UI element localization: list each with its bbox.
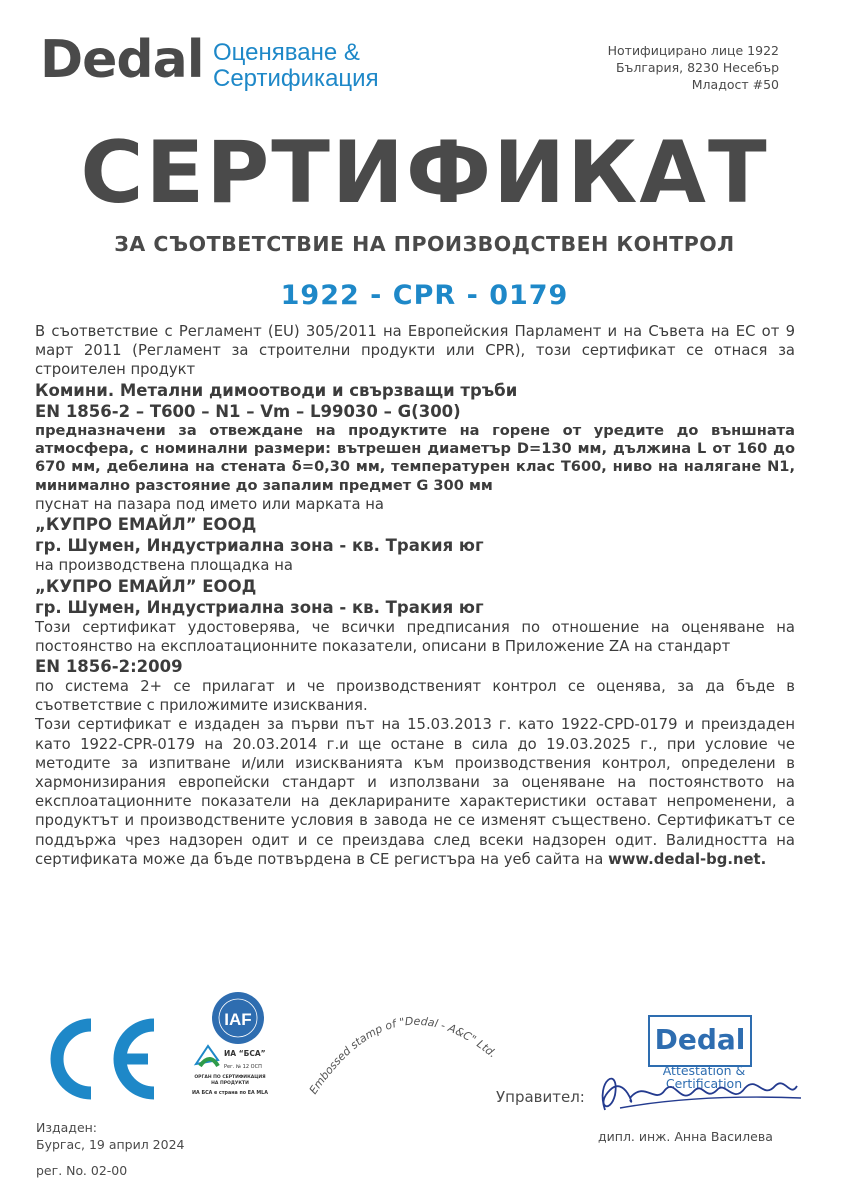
address-line3: Младост #50 — [691, 77, 779, 92]
bas-mla: ИА БСА е страна по EA MLA — [192, 1091, 268, 1096]
certificate-subtitle: ЗА СЪОТВЕТСТВИЕ НА ПРОИЗВОДСТВЕН КОНТРОЛ — [114, 232, 735, 256]
product-name: Комини. Метални димоотводи и свързващи тръби — [35, 380, 518, 400]
logo-sub-line2: Сертификация — [213, 65, 379, 92]
company-name-2: „КУПРО ЕМАЙЛ” ЕООД — [35, 576, 257, 596]
iaf-badge-icon — [190, 990, 305, 1110]
manager-label: Управител: — [496, 1088, 585, 1106]
logo-text: Dedal — [40, 30, 204, 90]
website-link[interactable]: www.dedal-bg.net. — [608, 850, 767, 868]
certificate-number: 1922 - CPR - 0179 — [280, 280, 569, 311]
company-name-1: „КУПРО ЕМАЙЛ” ЕООД — [35, 515, 257, 535]
stamp-line1: Attestation & — [662, 1063, 746, 1078]
certificate-title: СЕРТИФИКАТ — [80, 123, 769, 223]
intro-paragraph: В съответствие с Регламент (EU) 305/2011 на Европейския Парламент и на Съвета на ЕС от 9 март 2011 (Регламент за строителни продукти или CPR), този сертификат се отнася за строителен продукт — [35, 323, 795, 379]
issued-block — [36, 1119, 185, 1153]
certificate-body — [35, 322, 795, 869]
manager-name: дипл. инж. Анна Василева — [598, 1129, 773, 1144]
standard-code: EN 1856-2:2009 — [35, 657, 183, 677]
iaf-label: IAF — [224, 1010, 252, 1029]
validity-text: Този сертификат е издаден за първи път на 15.03.2013 г. като 1922-CPD-0179 и преиздаден като 1922-CPR-0179 на 20.03.2014 г.и ще остане в сила до 19.03.2025 г., при условие че методите за изпитване и/или изискванията към производствения контрол, определени в хармонизирания европейски стандарт и използвани за оценяване на постоянството на експлоатационните показатели на декларираните характеристики остават непроменени, а продуктът и производствените условия в завода не се изменят съществено. Сертификатът се поддържа чрез надзорен одит и се преиздава след всеки надзорен одит. Валидността на сертификата може да бъде потвърдена в CE регистъра на уеб сайта на — [35, 716, 795, 868]
validity-paragraph — [35, 715, 795, 869]
dedal-logo — [40, 30, 204, 90]
bas-organ-line1: ОРГАН ПО СЕРТИФИКАЦИЯ — [194, 1075, 266, 1080]
address-line1: Нотифицирано лице 1922 — [607, 43, 779, 58]
product-description: предназначени за отвеждане на продуктите на горене от уредите до външната атмосфера, с номинални размери: вътрешен диаметър D=130 мм, дължина L от 160 до 670 мм, дебелина на стената δ=0,30 мм, температурен клас T600, ниво на налягане N1, минимално разстояние до запалим предмет G 300 мм — [35, 421, 795, 494]
issued-label: Издаден: — [36, 1120, 98, 1135]
registration-number: рег. No. 02-00 — [36, 1163, 128, 1178]
stamp-line2: Certification — [665, 1076, 743, 1091]
company-address-1: гр. Шумен, Индустриална зона - кв. Тракия юг — [35, 536, 484, 556]
plant-label: на производствена площадка на — [35, 557, 293, 575]
bas-title: ИА “БСА” — [224, 1049, 266, 1058]
issued-place-date: Бургас, 19 април 2024 — [36, 1137, 185, 1152]
notified-body-address — [608, 42, 779, 93]
company-address-2: гр. Шумен, Индустриална зона - кв. Тракия юг — [35, 597, 484, 617]
bas-organ-line2: НА ПРОДУКТИ — [211, 1081, 249, 1086]
logo-sub-line1: Оценяване & — [213, 39, 360, 66]
logo-subtitle — [213, 40, 379, 92]
market-label: пуснат на пазара под името или марката на — [35, 496, 384, 514]
certifies-paragraph: Този сертификат удостоверява, че всички предписания по отношение на оценяване на постоянство на експлоатационните показатели, описани в Приложение ZA на стандарт — [35, 618, 795, 655]
embossed-stamp — [300, 1000, 520, 1110]
system-paragraph: по система 2+ се прилагат и че производственият контрол се оценява, за да бъде в съответствие с приложимите изисквания. — [35, 678, 795, 715]
product-code: EN 1856-2 – T600 – N1 – Vm – L99030 – G(300) — [35, 401, 461, 421]
bas-reg: Рег. № 12 ОСП — [224, 1064, 262, 1070]
signature — [575, 1050, 805, 1125]
stamp-text: Embossed stamp of "Dedal - A&C" Ltd. — [306, 1014, 500, 1097]
address-line2: България, 8230 Несебър — [615, 60, 779, 75]
stamp-logo-text: Dedal — [654, 1023, 746, 1056]
svg-text:Embossed stamp of "Dedal - A&C — [307, 1015, 499, 1097]
iaf-bas-accreditation-logo — [190, 990, 305, 1110]
ce-mark-icon — [36, 1017, 160, 1101]
